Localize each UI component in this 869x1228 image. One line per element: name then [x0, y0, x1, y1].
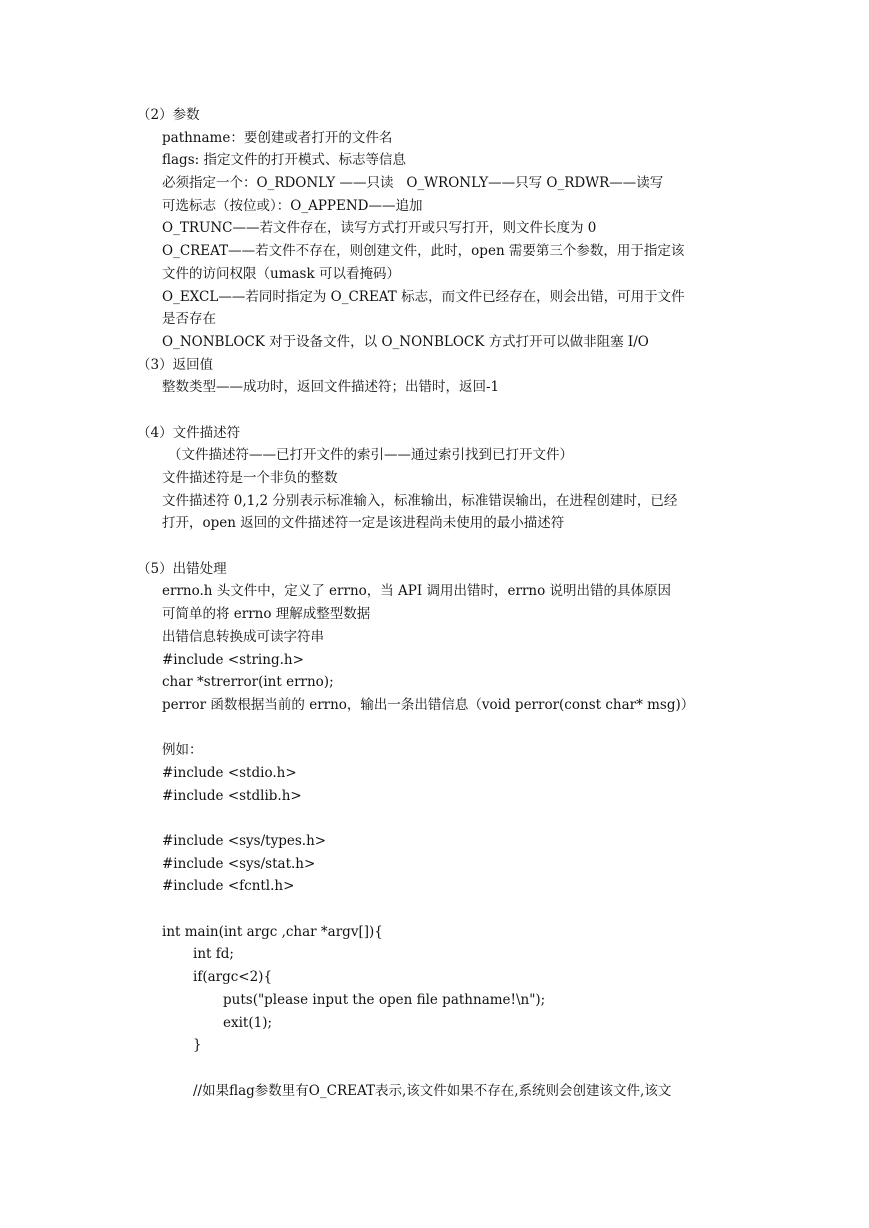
blank-line: [0, 717, 869, 740]
text-line: errno.h 头文件中，定义了 errno，当 API 调用出错时，errno 说明出错的具体原因: [162, 583, 672, 600]
section-heading-errors: （5）出错处理: [137, 560, 227, 577]
text-line: 整数类型——成功时，返回文件描述符；出错时，返回-1: [162, 379, 500, 396]
text-line: 打开，open 返回的文件描述符一定是该进程尚未使用的最小描述符: [162, 515, 565, 532]
blank-line: [0, 399, 869, 422]
code-line: #include <fcntl.h>: [162, 878, 295, 895]
text-line: 出错信息转换成可读字符串: [162, 628, 324, 645]
section-heading-params: （2）参数: [137, 107, 200, 123]
text-line: O_EXCL——若同时指定为 O_CREAT 标志，而文件已经存在，则会出错，可用于文件: [162, 288, 685, 305]
text-line: 必须指定一个：O_RDONLY ——只读 O_WRONLY——只写 O_RDWR——读写: [162, 175, 664, 192]
code-line: int fd;: [193, 946, 234, 963]
code-comment-line: //如果flag参数里有O_CREAT表示,该文件如果不存在,系统则会创建该文件,该文: [193, 1082, 672, 1099]
example-label: 例如：: [162, 742, 203, 759]
text-line: O_NONBLOCK 对于设备文件，以 O_NONBLOCK 方式打开可以做非阻塞 I/O: [162, 333, 649, 350]
code-line: char *strerror(int errno);: [162, 674, 334, 691]
blank-line: [0, 1057, 869, 1080]
text-line: flags: 指定文件的打开模式、标志等信息: [162, 152, 406, 169]
text-line: 文件的访问权限（umask 可以看掩码）: [162, 265, 400, 282]
blank-line: [0, 898, 869, 921]
code-line: puts("please input the open file pathname!\n");: [223, 991, 546, 1008]
code-line: int main(int argc ,char *argv[]){: [162, 923, 383, 940]
text-line: 文件描述符 0,1,2 分别表示标准输入，标准输出，标准错误输出，在进程创建时，已经: [162, 492, 678, 509]
code-line: #include <string.h>: [162, 651, 304, 668]
text-line: O_TRUNC——若文件存在，读写方式打开或只写打开，则文件长度为 0: [162, 220, 597, 237]
section-heading-fd: （4）文件描述符: [137, 424, 241, 441]
text-line: 是否存在: [162, 311, 216, 328]
text-line: 文件描述符是一个非负的整数: [162, 470, 338, 486]
text-line: pathname：要创建或者打开的文件名: [162, 129, 393, 146]
text-line: 可选标志（按位或）：O_APPEND——追加: [162, 197, 423, 214]
code-line: if(argc<2){: [193, 969, 273, 986]
code-line: }: [193, 1037, 202, 1054]
text-line-sub: （文件描述符——已打开文件的索引——通过索引找到已打开文件）: [168, 447, 573, 464]
section-heading-return-value: （3）返回值: [137, 356, 214, 373]
code-line: #include <sys/stat.h>: [162, 855, 316, 872]
code-line: #include <sys/types.h>: [162, 833, 327, 849]
code-line: #include <stdio.h>: [162, 764, 297, 781]
text-line: perror 函数根据当前的 errno，输出一条出错信息（void perror(const char* msg)）: [162, 696, 695, 713]
code-line: exit(1);: [223, 1014, 273, 1031]
blank-line: [0, 535, 869, 558]
text-line: 可简单的将 errno 理解成整型数据: [162, 606, 371, 623]
document-body: [0, 104, 869, 1102]
code-line: #include <stdlib.h>: [162, 787, 302, 804]
text-line: O_CREAT——若文件不存在，则创建文件，此时，open 需要第三个参数，用于指定该: [162, 243, 685, 260]
blank-line: [0, 807, 869, 830]
